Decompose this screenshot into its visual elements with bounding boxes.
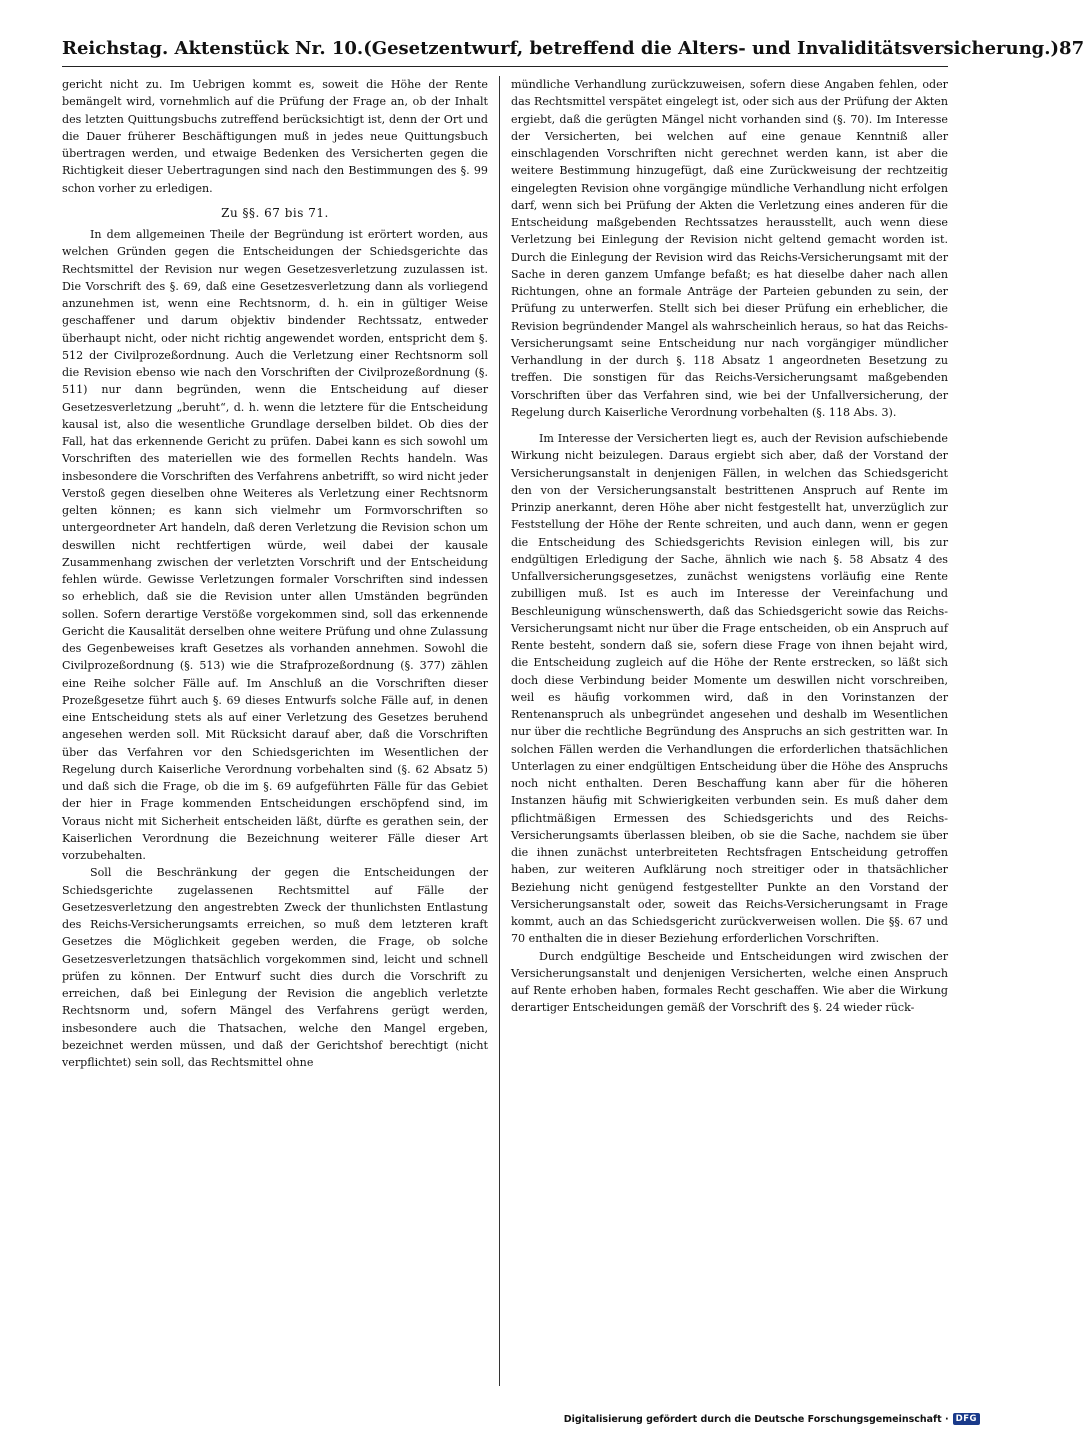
digitization-footer [563,1412,980,1426]
header-rule [62,66,948,67]
paragraph: Durch endgültige Bescheide und Entscheidungen wird zwischen der Versicherungsanstalt und denjenigen Versicherten, welche einen Anspruch auf Rente erhoben haben, formales Recht geschaffen. Wie aber die Wirkung derartiger Entscheidungen gemäß der Vorschrift des §. 24 wieder rück- [511,949,948,1015]
header-left: Reichstag. Aktenstück Nr. 10. [62,37,364,59]
header-center: (Gesetzentwurf, betreffend die Alters- und Invaliditätsversicherung.) [363,37,1060,59]
page-number: 87 [1059,37,1084,59]
left-column [62,76,488,1406]
dfg-logo: DFG [953,1413,980,1425]
footer-text: Digitalisierung gefördert durch die Deutsche Forschungsgemeinschaft · [563,1413,949,1425]
paragraph: In dem allgemeinen Theile der Begründung ist erörtert worden, aus welchen Gründen gegen die Entscheidungen der Schiedsgerichte das Rechtsmittel der Revision nur wegen Gesetzesverletzung zuzulassen ist. Die Vorschrift des §. 69, daß eine Gesetzesverletzung dann als vorliegend anzunehmen ist, wenn eine Rechtsnorm, d. h. ein in gültiger Weise geschaffener und darum objektiv bindender Rechtssatz, entweder überhaupt nicht, oder nicht richtig angewendet worden, entspricht dem §. 512 der Civilprozeßordnung. Auch die Verletzung einer Rechtsnorm soll die Revision ebenso wie nach den Vorschriften der Civilprozeßordnung (§. 511) nur dann begründen, wenn die Entscheidung auf dieser Gesetzesverletzung „beruht“, d. h. wenn die letztere für die Entscheidung kausal ist, also die wesentliche Grundlage derselben bildet. Ob dies der Fall, hat das erkennende Gericht zu prüfen. Dabei kann es sich sowohl um Vorschriften des materiellen wie des formellen Rechts handeln. Was insbesondere die Vorschriften des Verfahrens anbetrifft, so wird nicht jeder Verstoß gegen dieselben ohne Weiteres als Verletzung einer Rechtsnorm gelten können; es kann sich vielmehr um Formvorschriften so untergeordneter Art handeln, daß deren Verletzung die Revision schon um deswillen nicht rechtfertigen würde, weil dabei der kausale Zusammenhang zwischen der verletzten Vorschrift und der Entscheidung fehlen würde. Gewisse Verletzungen formaler Vorschriften sind indessen so erheblich, daß sie die Revision unter allen Umständen begründen sollen. Sofern derartige Verstöße vorgekommen sind, soll das erkennende Gericht die Kausalität derselben ohne weitere Prüfung und ohne Zulassung des Gegenbeweises kraft Gesetzes als vorhanden annehmen. Sowohl die Civilprozeßordnung (§. 513) wie die Strafprozeßordnung (§. 377) zählen eine Reihe solcher Fälle auf. Im Anschluß an die Vorschriften dieser Prozeßgesetze führt auch §. 69 dieses Entwurfs solche Fälle auf, in denen eine Entscheidung stets als auf einer Verletzung des Gesetzes beruhend angesehen werden soll. Mit Rücksicht darauf aber, daß die Vorschriften über das Verfahren vor den Schiedsgerichten im Wesentlichen der Regelung durch Kaiserliche Verordnung vorbehalten sind (§. 62 Absatz 5) und daß sich die Frage, ob die im §. 69 aufgeführten Fälle für das Gebiet der hier in Frage kommenden Entscheidungen erschöpfend sind, im Voraus nicht mit Sicherheit entscheiden läßt, dürfte es gerathen sein, der Kaiserlichen Verordnung die Bezeichnung weiterer Fälle dieser Art vorzubehalten. [62,228,488,862]
paragraph-gap [511,421,948,430]
paragraph: gericht nicht zu. Im Uebrigen kommt es, soweit die Höhe der Rente bemängelt wird, vornehmlich auf die Prüfung der Frage an, ob der Inhalt des letzten Quittungsbuchs zutreffend berücksichtigt ist, denn der Ort und die Dauer früherer Beschäftigungen muß in jedes neue Quittungsbuch übertragen werden, und etwaige Bedenken des Versicherten gegen die Richtigkeit dieser Uebertragungen sind nach den Bestimmungen des §. 99 schon vorher zu erledigen. [62,78,488,195]
paragraph: mündliche Verhandlung zurückzuweisen, sofern diese Angaben fehlen, oder das Rechtsmittel verspätet eingelegt ist, oder sich aus der Prüfung der Akten ergiebt, daß die gerügten Mängel nicht vorhanden sind (§. 70). Im Interesse der Versicherten, bei welchen auf eine genaue Kenntniß aller einschlagenden Vorschriften nicht gerechnet werden kann, ist aber die weitere Bestimmung hinzugefügt, daß eine Zurückweisung der rechtzeitig eingelegten Revision ohne vorgängige mündliche Verhandlung nicht erfolgen darf, wenn sich bei Prüfung der Akten die Verletzung eines anderen für die Entscheidung maßgebenden Rechtssatzes herausstellt, auch wenn diese Verletzung bei Einlegung der Revision nicht geltend gemacht worden ist. Durch die Einlegung der Revision wird das Reichs-Versicherungsamt mit der Sache in deren ganzem Umfange befaßt; es hat dieselbe daher nach allen Richtungen, ohne an formale Anträge der Parteien gebunden zu sein, der Prüfung zu unterwerfen. Stellt sich bei dieser Prüfung ein erheblicher, die Revision begründender Mangel als wahrscheinlich heraus, so hat das Reichs-Versicherungsamt seine Entscheidung nur nach vorgängiger mündlicher Verhandlung in der durch §. 118 Absatz 1 angeordneten Besetzung zu treffen. Die sonstigen für das Reichs-Versicherungsamt maßgebenden Vorschriften über das Verfahren sind, wie bei der Unfallversicherung, der Regelung durch Kaiserliche Verordnung vorbehalten (§. 118 Abs. 3). [511,78,948,419]
section-heading: Zu §§. 67 bis 71. [221,205,329,220]
right-column [511,76,948,1406]
paragraph: Soll die Beschränkung der gegen die Entscheidungen der Schiedsgerichte zugelassenen Rechtsmittel auf Fälle der Gesetzesverletzung den angestrebten Zweck der thunlichsten Entlastung des Reichs-Versicherungsamts erreichen, so muß dem letzteren kraft Gesetzes die Möglichkeit gegeben werden, die Frage, ob solche Gesetzesverletzungen thatsächlich vorgekommen sind, leicht und schnell prüfen zu können. Der Entwurf sucht dies durch die Vorschrift zu erreichen, daß bei Einlegung der Revision die angeblich verletzte Rechtsnorm und, sofern Mängel des Verfahrens gerügt werden, insbesondere auch die Thatsachen, welche den Mangel ergeben, bezeichnet werden müssen, und daß der Gerichtshof berechtigt (nicht verpflichtet) sein soll, das Rechtsmittel ohne [62,866,488,1069]
running-header [62,34,1084,62]
column-divider [499,76,500,1386]
paragraph: Im Interesse der Versicherten liegt es, auch der Revision aufschiebende Wirkung nicht beizulegen. Daraus ergiebt sich aber, daß der Vorstand der Versicherungsanstalt in denjenigen Fällen, in welchen das Schiedsgericht den von der Versicherungsanstalt bestrittenen Anspruch auf Rente im Prinzip anerkannt, deren Höhe aber nicht festgestellt hat, unverzüglich zur Feststellung der Höhe der Rente schreiten, und auch dann, wenn er gegen die Entscheidung des Schiedsgerichts Revision einlegen will, bis zur endgültigen Erledigung der Sache, ähnlich wie nach §. 58 Absatz 4 des Unfallversicherungsgesetzes, zunächst wenigstens vorläufig eine Rente zubilligen muß. Ist es auch im Interesse der Vereinfachung und Beschleunigung wünschenswerth, daß das Schiedsgericht sowie das Reichs-Versicherungsamt nicht nur über die Frage entscheiden, ob ein Anspruch auf Rente besteht, sondern daß sie, sofern diese Frage von ihnen bejaht wird, die Entscheidung zugleich auf die Höhe der Rente erstrecken, so läßt sich doch diese Verbindung beider Momente um deswillen nicht vorschreiben, weil es häufig vorkommen wird, daß in den Vorinstanzen der Rentenanspruch als unbegründet angesehen und deshalb im Wesentlichen nur über die rechtliche Begründung des Anspruchs an sich gestritten war. In solchen Fällen werden die Verhandlungen die erforderlichen thatsächlichen Unterlagen zu einer endgültigen Entscheidung über die Höhe des Anspruchs noch nicht enthalten. Deren Beschaffung kann aber für die höheren Instanzen häufig mit Schwierigkeiten verbunden sein. Es muß daher dem pflichtmäßigen Ermessen des Schiedsgerichts und des Reichs-Versicherungsamts überlassen bleiben, ob sie die Sache, nachdem sie über die ihnen zunächst unterbreiteten Rechtsfragen Entscheidung getroffen haben, zur weiteren Aufklärung noch streitiger oder in thatsächlicher Beziehung nicht genügend festgestellter Punkte an den Vorstand der Versicherungsanstalt oder, soweit das Reichs-Versicherungsamt in Frage kommt, auch an das Schiedsgericht zurückverweisen wollen. Die §§. 67 und 70 enthalten die in dieser Beziehung erforderlichen Vorschriften. [511,432,948,946]
